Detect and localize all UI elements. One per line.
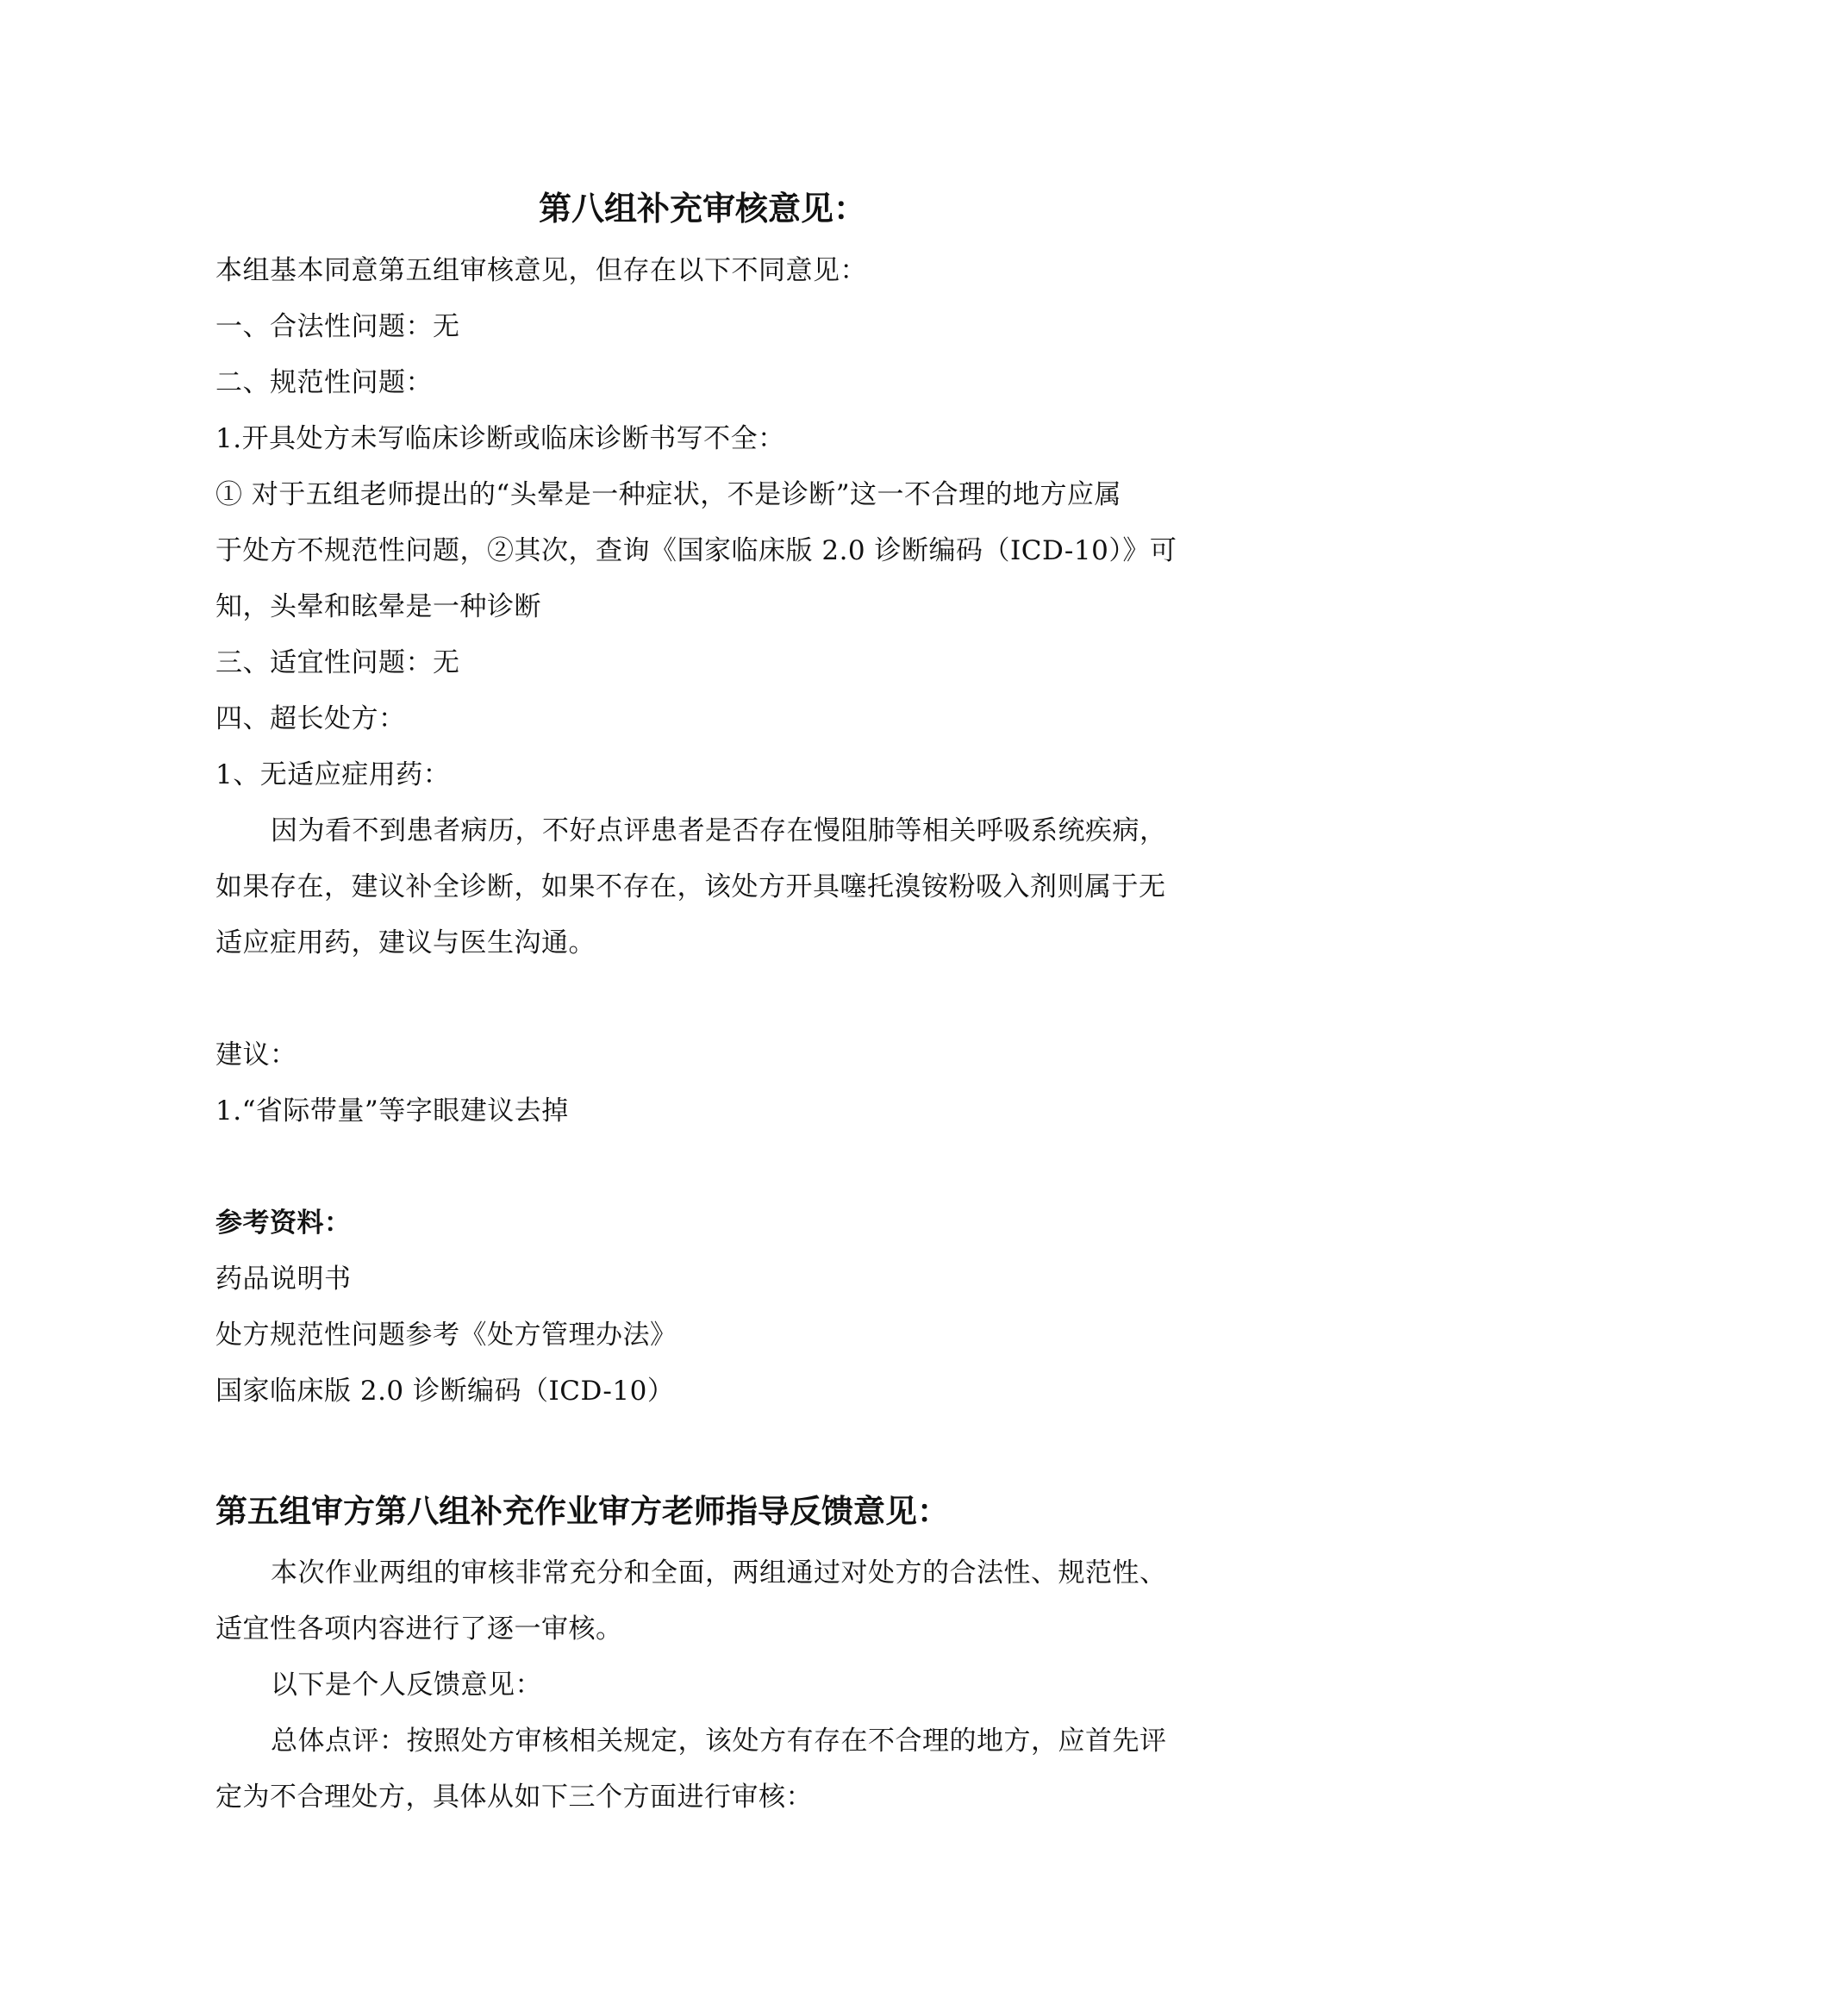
feedback-line: 定为不合理处方，具体从如下三个方面进行审核： [215, 1782, 813, 1813]
reference-item: 处方规范性问题参考《处方管理办法》 [215, 1320, 677, 1351]
no-indication-detail-1: 因为看不到患者病历，不好点评患者是否存在慢阻肺等相关呼吸系统疾病， [271, 815, 1167, 846]
long-prescription-item: 四、超长处方： [215, 703, 406, 734]
feedback-section [215, 1545, 1207, 1826]
feedback-line: 总体点评：按照处方审核相关规定，该处方有存在不合理的地方，应首先评 [271, 1726, 1167, 1757]
reference-item: 药品说明书 [215, 1264, 352, 1295]
suggestion-item: 1.“省际带量”等字眼建议去掉 [215, 1095, 569, 1127]
no-indication-detail-3: 适应症用药，建议与医生沟通。 [215, 927, 596, 958]
suggestion-heading: 建议： [215, 1039, 297, 1070]
opinion-intro: 本组基本同意第五组审核意见，但存在以下不同意见： [215, 255, 867, 286]
references-heading: 参考资料： [215, 1208, 352, 1239]
feedback-line: 适宜性各项内容进行了逐一审核。 [215, 1613, 623, 1645]
feedback-title: 第五组审方第八组补充作业审方老师指导反馈意见： [215, 1493, 949, 1530]
page-title: 第八组补充审核意见： [538, 190, 866, 228]
suggestion-section [215, 1027, 1207, 1139]
feedback-line: 本次作业两组的审核非常充分和全面，两组通过对处方的合法性、规范性、 [271, 1557, 1167, 1588]
standardization-item: 二、规范性问题： [215, 367, 433, 398]
no-indication-item: 1、无适应症用药： [215, 759, 451, 790]
opinion-section [215, 243, 1207, 971]
appropriateness-item: 三、适宜性问题：无 [215, 647, 460, 678]
references-section [215, 1195, 1207, 1420]
diagnosis-detail-3: 知，头晕和眩晕是一种诊断 [215, 591, 541, 622]
no-indication-detail-2: 如果存在，建议补全诊断，如果不存在，该处方开具噻托溴铵粉吸入剂则属于无 [215, 871, 1166, 902]
feedback-line: 以下是个人反馈意见： [271, 1670, 542, 1701]
legality-item: 一、合法性问题：无 [215, 311, 460, 342]
diagnosis-detail-2: 于处方不规范性问题，②其次，查询《国家临床版 2.0 诊断编码（ICD-10）》可 [215, 535, 1177, 566]
diagnosis-detail-1: ① 对于五组老师提出的“头晕是一种症状，不是诊断”这一不合理的地方应属 [215, 479, 1122, 510]
diagnosis-issue: 1.开具处方未写临床诊断或临床诊断书写不全： [215, 423, 785, 454]
reference-item: 国家临床版 2.0 诊断编码（ICD-10） [215, 1376, 675, 1407]
